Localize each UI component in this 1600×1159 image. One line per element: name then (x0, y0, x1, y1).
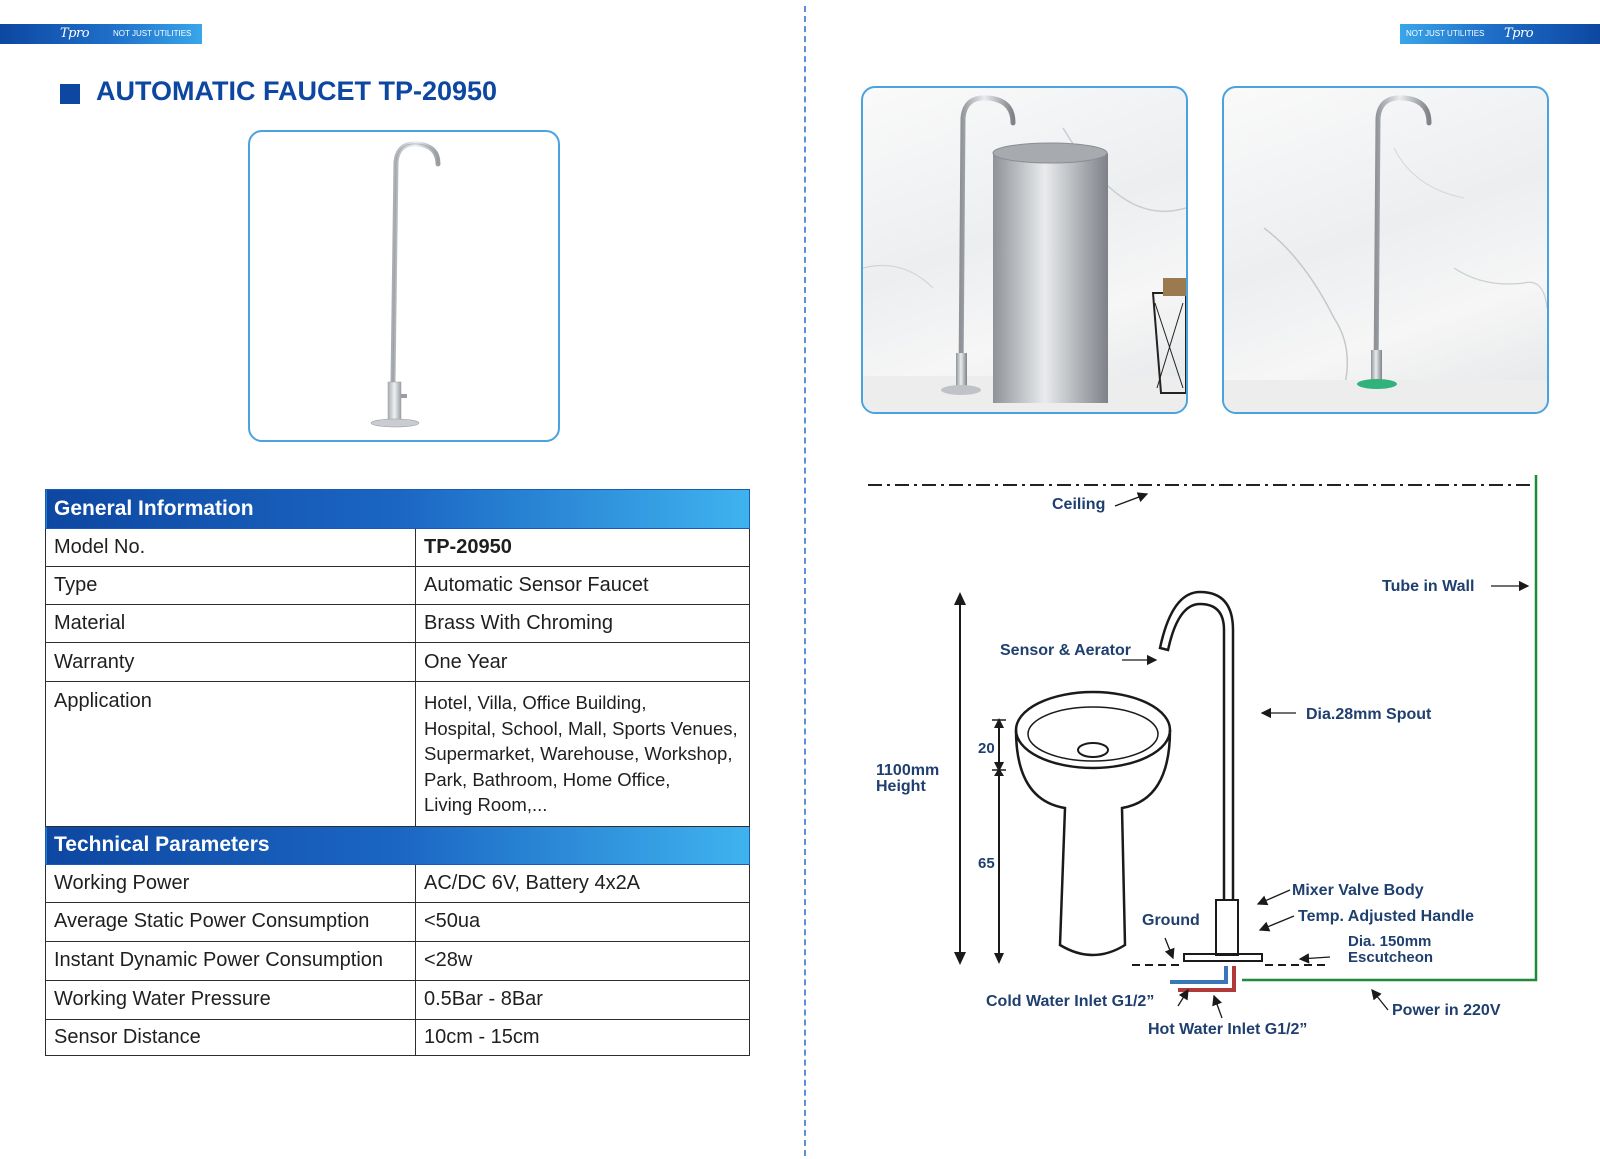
table-row (46, 567, 750, 605)
installation-photo-basin (861, 86, 1188, 414)
label-dim-20: 20 (978, 740, 995, 757)
row-value: Automatic Sensor Faucet (416, 567, 750, 605)
faucet-product-image (250, 132, 558, 440)
label-hot-inlet: Hot Water Inlet G1/2” (1148, 1021, 1308, 1038)
application-line: Hotel, Villa, Office Building, (424, 692, 647, 713)
row-value: <28w (416, 941, 750, 980)
title-bullet (60, 84, 80, 104)
table-row (46, 902, 750, 941)
page-title: AUTOMATIC FAUCET TP-20950 (96, 76, 498, 106)
application-line: Supermarket, Warehouse, Workshop, (424, 743, 733, 764)
label-dim-65: 65 (978, 855, 995, 872)
brand-logo-right: Tpro (1504, 26, 1534, 41)
table-row (46, 605, 750, 643)
brand-tagline-right: NOT JUST UTILITIES (1406, 29, 1485, 38)
header-bar-left (0, 24, 202, 44)
row-label: Material (46, 605, 416, 643)
label-temp-handle: Temp. Adjusted Handle (1298, 908, 1475, 925)
installation-photo-floor (1222, 86, 1549, 414)
label-power: Power in 220V (1392, 1002, 1501, 1019)
row-value: 10cm - 15cm (416, 1019, 750, 1055)
table-row (46, 529, 750, 567)
row-value: TP-20950 (416, 529, 750, 567)
row-value: AC/DC 6V, Battery 4x2A (416, 864, 750, 902)
row-value-application (416, 682, 750, 827)
row-label: Instant Dynamic Power Consumption (46, 941, 416, 980)
row-value: Brass With Chroming (416, 605, 750, 643)
label-height-1: 1100mm (876, 762, 940, 779)
row-value: One Year (416, 643, 750, 682)
row-label: Model No. (46, 529, 416, 567)
spec-table (45, 489, 750, 1056)
application-line: Park, Bathroom, Home Office, (424, 768, 671, 790)
page-divider (804, 6, 806, 1156)
row-label: Warranty (46, 643, 416, 682)
section-title: Technical Parameters (46, 826, 750, 864)
table-row (46, 980, 750, 1019)
tube-in-wall-line (1242, 475, 1536, 980)
row-value: 0.5Bar - 8Bar (416, 980, 750, 1019)
section-title: General Information (46, 490, 750, 529)
row-label: Working Power (46, 864, 416, 902)
label-escutcheon-1: Dia. 150mm (1348, 933, 1432, 950)
row-label: Sensor Distance (46, 1019, 416, 1055)
product-photo-frame (248, 130, 560, 442)
brand-tagline: NOT JUST UTILITIES (113, 29, 192, 38)
label-cold-inlet: Cold Water Inlet G1/2” (986, 993, 1155, 1010)
section-header-technical (46, 826, 750, 864)
row-label: Average Static Power Consumption (46, 902, 416, 941)
brand-logo: Tpro (60, 26, 90, 41)
application-line: Living Room,... (424, 794, 548, 815)
row-label: Type (46, 567, 416, 605)
cold-pipe (1170, 966, 1226, 982)
table-row (46, 941, 750, 980)
label-height-2: Height (876, 778, 926, 795)
room-scene-image-2 (1224, 88, 1547, 412)
label-mixer-valve: Mixer Valve Body (1292, 882, 1424, 899)
room-scene-image (863, 88, 1186, 412)
row-label: Working Water Pressure (46, 980, 416, 1019)
label-ceiling: Ceiling (1052, 496, 1106, 513)
label-sensor-aerator: Sensor & Aerator (1000, 642, 1131, 659)
label-tube-in-wall: Tube in Wall (1382, 578, 1475, 595)
table-row (46, 643, 750, 682)
installation-diagram (860, 470, 1560, 1060)
table-row (46, 1019, 750, 1055)
table-row (46, 864, 750, 902)
faucet-drawing (1160, 592, 1262, 961)
application-line: Hospital, School, Mall, Sports Venues, (424, 717, 738, 739)
row-value: <50ua (416, 902, 750, 941)
label-spout: Dia.28mm Spout (1306, 706, 1432, 723)
table-row-application (46, 682, 750, 827)
label-escutcheon-2: Escutcheon (1348, 949, 1434, 966)
header-bar-right (1400, 24, 1600, 44)
label-ground: Ground (1142, 912, 1200, 929)
row-label: Application (46, 682, 416, 827)
section-header-general (46, 490, 750, 529)
